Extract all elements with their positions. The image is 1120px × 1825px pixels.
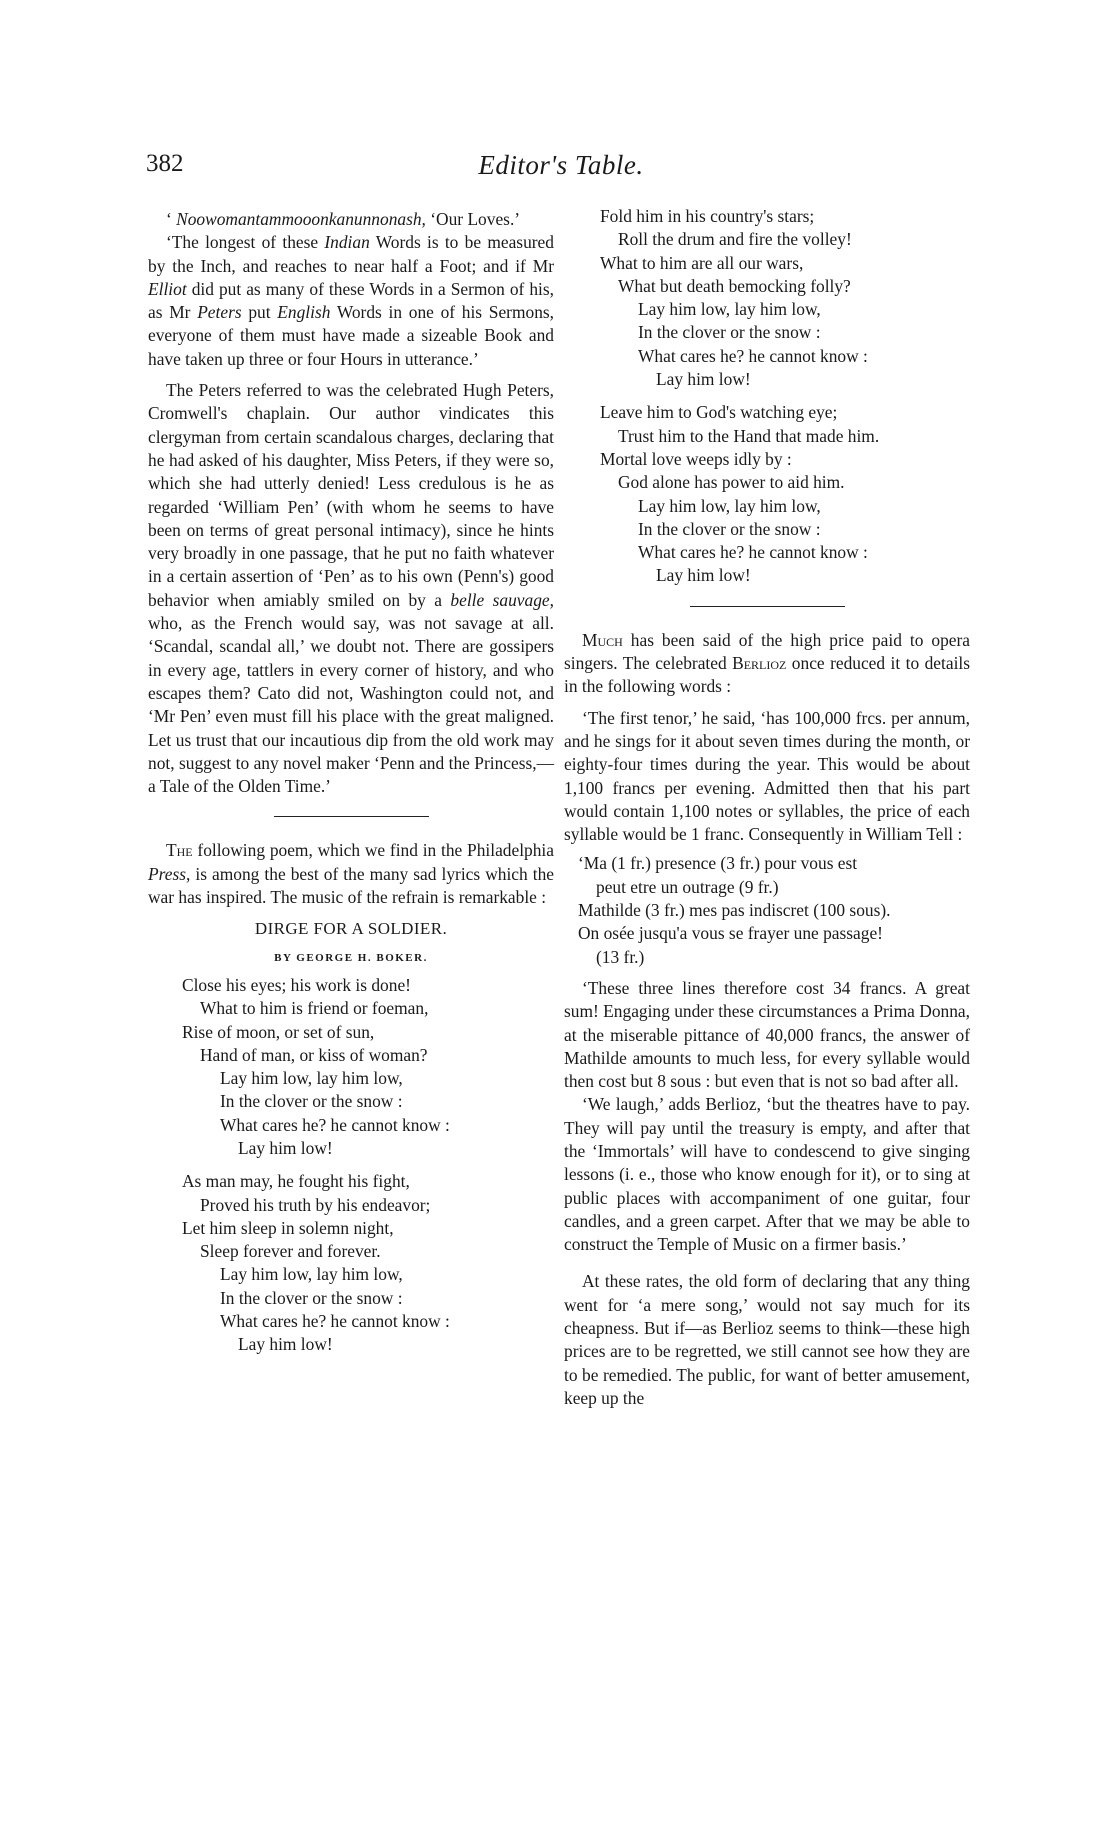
poem-line: Proved his truth by his endeavor; <box>200 1194 431 1215</box>
poem-title: DIRGE FOR A SOLDIER. <box>254 919 448 939</box>
poem-line: What cares he? he cannot know : <box>220 1311 450 1332</box>
poem-line: In the clover or the snow : <box>220 1091 403 1112</box>
poem-stanza-1 <box>182 974 554 1160</box>
poem-line: Lay him low, lay him low, <box>220 1264 403 1285</box>
paragraph-peters: The Peters referred to was the celebrated Hugh Peters, Cromwell's chaplain. Our author vindicates this clergyman from certain scandalous charges, declaring that he had asked of his daughter, Miss Peters, if they were so, which she had utterly denied! Less credulous is he as regarded ‘William Pen’ (with whom he seems to have been on terms of great personal intimacy), since he hints very broadly in one passage, that he put no faith whatever in a certain assertion of ‘Pen’ as to his own (Penn's) good behavior when amiably smiled on by a belle sauvage, who, as the French would say, was not savage at all. ‘Scandal, scandal all,’ we doubt not. There are gossipers in every age, tattlers in every corner of history, and who escapes them? Cato did not, Washington could not, and ‘Mr Pen’ even must fill his place with the great maligned. Let us trust that our incautious dip from the old work may not, suggest to any novel maker ‘Penn and the Princess,—a Tale of the Olden Time.’ <box>148 380 554 797</box>
poem-line: Trust him to the Hand that made him. <box>618 425 880 446</box>
section-divider <box>274 816 429 817</box>
poem-line: Sleep forever and forever. <box>200 1241 381 1262</box>
poem-byline: BY GEORGE H. BOKER. <box>274 951 428 964</box>
running-head: Editor's Table. <box>478 150 644 180</box>
poem-line: In the clover or the snow : <box>638 518 821 539</box>
poem-line: What to him is friend or foeman, <box>200 998 429 1019</box>
poem-line: Leave him to God's watching eye; <box>600 402 838 423</box>
paragraph-three-lines: ‘These three lines therefore cost 34 francs. A great sum! Engaging under these circumstances a Prima Donna, at the miserable pittance of 40,000 francs, the answer of Mathilde amounts to much less, for every syllable would then cost but 8 sous : but even that is not so bad after all. <box>564 977 970 1092</box>
poem-line: What cares he? he cannot know : <box>220 1114 450 1135</box>
poem-stanza-3 <box>600 205 970 391</box>
poem-line: Fold him in his country's stars; <box>600 206 815 226</box>
right-column <box>564 205 970 1410</box>
poem-line: God alone has power to aid him. <box>618 472 845 493</box>
verse-line: (13 fr.) <box>596 946 645 967</box>
page-header <box>146 150 976 184</box>
page-number: 382 <box>146 150 184 177</box>
paragraph-opera-singers: Much has been said of the high price paid to opera singers. The celebrated Berlioz once reduced it to details in the following words : <box>564 629 970 697</box>
poem-line: Lay him low! <box>238 1334 333 1355</box>
paragraph-indian-words: ‘ Noowomantammooonkanunnonash, ‘Our Loves.’ <box>166 209 521 229</box>
paragraph-quote-indian: ‘The longest of these Indian Words is to be measured by the Inch, and reaches to near half a Foot; and if Mr Elliot did put as many of these Words in a Sermon of his, as Mr Peters put English Words in one of his Sermons, everyone of them must have made a sizeable Book and have taken up three or four Hours in utterance.’ <box>148 232 555 369</box>
poem-line: Let him sleep in solemn night, <box>182 1217 394 1238</box>
verse-line: ‘Ma (1 fr.) presence (3 fr.) pour vous est <box>578 853 858 874</box>
verse-line: peut etre un outrage (9 fr.) <box>596 876 779 897</box>
poem-line: What cares he? he cannot know : <box>638 345 868 366</box>
paragraph-first-tenor: ‘The first tenor,’ he said, ‘has 100,000 frcs. per annum, and he sings for it about seven times during the month, or eighty-four times during the year. This would be about 1,100 francs per evening. Admitted then that his part would contain 1,100 notes or syllables, the price of each syllable would be 1 franc. Consequently in William Tell : <box>564 707 970 845</box>
poem-line: What cares he? he cannot know : <box>638 542 868 563</box>
indian-word: Noowomantammooonkanunnonash, <box>176 209 426 229</box>
poem-line: In the clover or the snow : <box>220 1287 403 1308</box>
poem-line: Hand of man, or kiss of woman? <box>200 1044 428 1065</box>
paragraph-at-these-rates: At these rates, the old form of declaring that any thing went for ‘a mere song,’ would not say much for its cheapness. But if—as Berlioz seems to think—these high prices are to be regretted, we still cannot see how they are to be remedied. The public, for want of better amusement, keep up the <box>564 1271 970 1408</box>
paragraph-we-laugh: ‘We laugh,’ adds Berlioz, ‘but the theatres have to pay. They will pay until the treasury is empty, and after that the ‘Immortals’ will have to condescend to give singing lessons (i. e., those who know enough for it), or to sing at public places with accompaniment of one guitar, four candles, and a green carpet. After that we may be able to construct the Temple of Music on a firmer basis.’ <box>564 1094 970 1255</box>
verse-line: Mathilde (3 fr.) mes pas indiscret (100 sous). <box>578 900 891 921</box>
poem-line: Mortal love weeps idly by : <box>600 448 792 469</box>
poem-line: Lay him low! <box>238 1137 333 1158</box>
section-divider <box>690 606 845 607</box>
poem-line: Close his eyes; his work is done! <box>182 974 411 995</box>
poem-stanza-2 <box>182 1170 554 1356</box>
poem-line: Lay him low! <box>656 565 751 586</box>
paragraph-poem-intro: The following poem, which we find in the Philadelphia Press, is among the best of the many sad lyrics which the war has inspired. The music of the refrain is remarkable : <box>148 840 554 908</box>
verse-line: On osée jusqu'a vous se frayer une passage! <box>578 923 883 944</box>
poem-stanza-4 <box>600 401 970 587</box>
poem-line: As man may, he fought his fight, <box>182 1171 410 1192</box>
poem-line: What to him are all our wars, <box>600 252 804 273</box>
poem-line: What but death bemocking folly? <box>618 275 851 296</box>
poem-line: Lay him low! <box>656 369 751 390</box>
poem-line: Lay him low, lay him low, <box>220 1068 403 1089</box>
poem-line: Lay him low, lay him low, <box>638 299 821 320</box>
william-tell-verse <box>578 852 970 968</box>
poem-line: Lay him low, lay him low, <box>638 495 821 516</box>
poem-line: Roll the drum and fire the volley! <box>618 229 852 250</box>
left-column <box>148 208 554 1357</box>
poem-line: In the clover or the snow : <box>638 322 821 343</box>
poem-line: Rise of moon, or set of sun, <box>182 1021 375 1042</box>
